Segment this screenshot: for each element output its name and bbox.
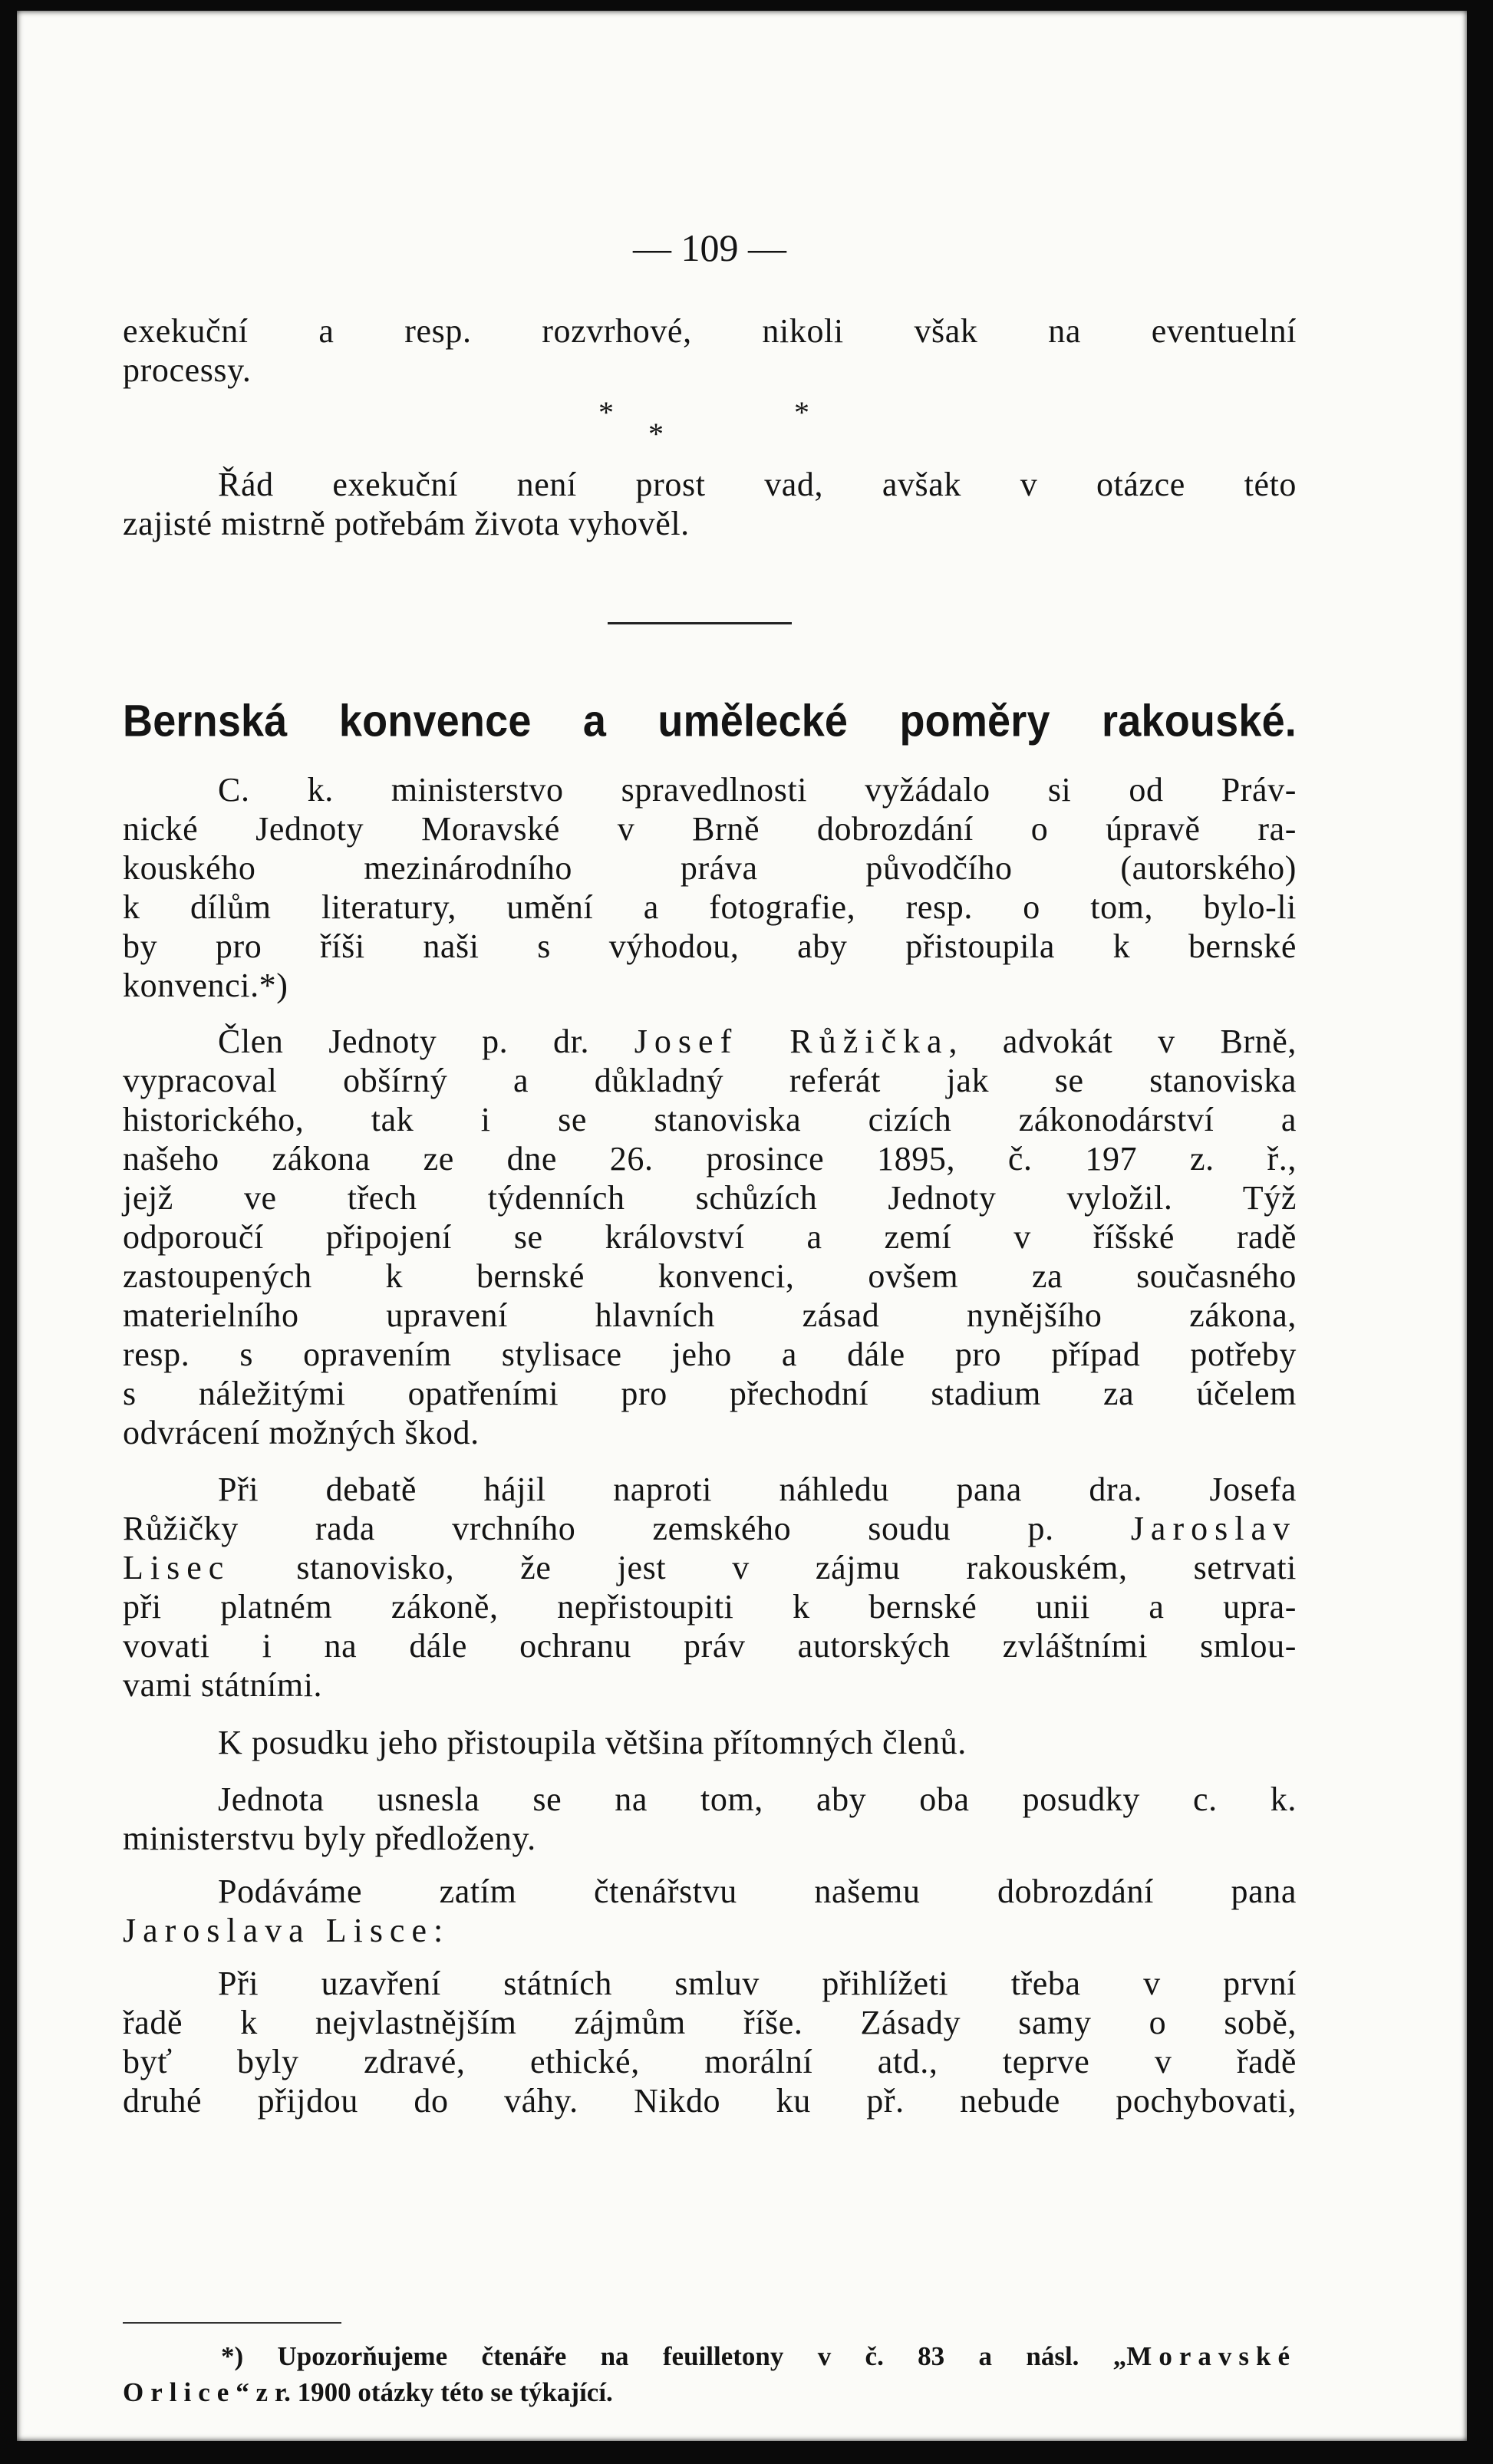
text-line: resp. s opravením stylisace jeho a dále pro případ potřeby [123,1336,1297,1373]
paragraph-5 [123,1780,1297,1858]
text-run: stanovisko, že jest v zájmu rakouském, setrvati [230,1549,1297,1586]
text-line: K posudku jeho přistoupila většina přítomných členů. [218,1724,967,1761]
spaced-name: Orlice [123,2377,236,2407]
text-line: vami státními. [123,1666,323,1704]
text-line: při platném zákoně, nepřistoupiti k bernské unii a upra- [123,1588,1297,1626]
text-line: jejž ve třech týdenních schůzích Jednoty vyložil. Týž [123,1179,1297,1217]
text-line: C. k. ministerstvo spravedlnosti vyžádalo si od Práv- [218,771,1297,809]
text-line [123,1022,1297,1061]
paragraph-7 [123,1964,1297,2120]
text-line: našeho zákona ze dne 26. prosince 1895, č. 197 z. ř., [123,1140,1297,1178]
text-line: vovati i na dále ochranu práv autorských zvláštními smlou- [123,1627,1297,1665]
text-line: kouského mezinárodního práva původčího (autorského) [123,849,1297,887]
paragraph-4 [123,1723,1297,1762]
star: * [794,395,809,430]
paragraph-6 [123,1872,1297,1950]
section-divider [608,622,792,624]
text-line: s náležitými opatřeními pro přechodní stadium za účelem [123,1375,1297,1412]
text-line: druhé přijdou do váhy. Nikdo ku př. nebude pochybovati, [123,2082,1297,2120]
paragraph-2 [123,1022,1297,1452]
text-run: *) Upozorňujeme čtenáře na feuilletony v č. 83 a násl. „ [221,2341,1127,2371]
footnote-rule [123,2322,341,2324]
text-line: odvrácení možných škod. [123,1414,480,1451]
section-separator-stars [598,394,844,456]
text-line: k dílům literatury, umění a fotografie, resp. o tom, bylo-li [123,888,1297,926]
text-line: processy. [123,351,252,389]
text-line: odporoučí připojení se království a zemí v říšské radě [123,1218,1297,1256]
text-line: Při debatě hájil naproti náhledu pana dra. Josefa [218,1471,1297,1508]
text-line: ministerstvu byly předloženy. [123,1820,536,1857]
star: * [598,395,614,430]
text-line [123,1509,1297,1548]
article-heading: Bernská konvence a umělecké poměry rakouské. [123,696,1297,746]
text-line: řadě k nejvlastnějším zájmům říše. Zásady samy o sobě, [123,2004,1297,2041]
text-line: zastoupených k bernské konvenci, ovšem za současného [123,1257,1297,1295]
text-line: Jednota usnesla se na tom, aby oba posudky c. k. [218,1780,1297,1818]
text-run: Růžičky rada vrchního zemského soudu p. [123,1510,1054,1547]
text-line: nické Jednoty Moravské v Brně dobrozdání o úpravě ra- [123,810,1297,848]
spaced-name: Josef Růžička [634,1023,949,1060]
footnote-line [123,2374,1297,2410]
spaced-name: Jaroslav [1130,1510,1297,1547]
paragraph-rad-exekucni [123,465,1297,543]
spaced-name: Lisec [123,1549,231,1586]
text-run: , advokát v Brně, [948,1023,1297,1060]
spaced-name: Moravské [1126,2341,1297,2371]
star: * [648,417,664,451]
text-run: Člen Jednoty p. dr. [218,1023,590,1060]
spaced-name: Jaroslava Lisce: [123,1912,450,1949]
page-number: — 109 — [633,226,786,269]
text-line: Podáváme zatím čtenářstvu našemu dobrozdání pana [218,1873,1297,1910]
text-run: “ z r. 1900 otázky této se týkající. [236,2377,613,2407]
text-line: Řád exekuční není prost vad, avšak v otázce této [218,466,1297,503]
text-line: Při uzavření státních smluv přihlížeti třeba v první [218,1965,1297,2002]
footnote [123,2338,1297,2410]
paragraph-3 [123,1470,1297,1705]
text-line: konvenci.*) [123,967,288,1004]
text-line: byť byly zdravé, ethické, morální atd., teprve v řadě [123,2043,1297,2080]
text-line: vypracoval obšírný a důkladný referát jak se stanoviska [123,1062,1297,1099]
book-page [17,11,1467,2441]
paragraph-continued [123,311,1297,390]
text-line [123,1548,1297,1587]
text-line: by pro říši naši s výhodou, aby přistoupila k bernské [123,927,1297,965]
text-line: materielního upravení hlavních zásad nynějšího zákona, [123,1296,1297,1334]
paragraph-1 [123,770,1297,1005]
footnote-line [123,2338,1297,2374]
text-line: exekuční a resp. rozvrhové, nikoli však na eventuelní [123,312,1297,350]
text-line: zajisté mistrně potřebám života vyhověl. [123,505,690,542]
text-line: historického, tak i se stanoviska cizích zákonodárství a [123,1101,1297,1138]
